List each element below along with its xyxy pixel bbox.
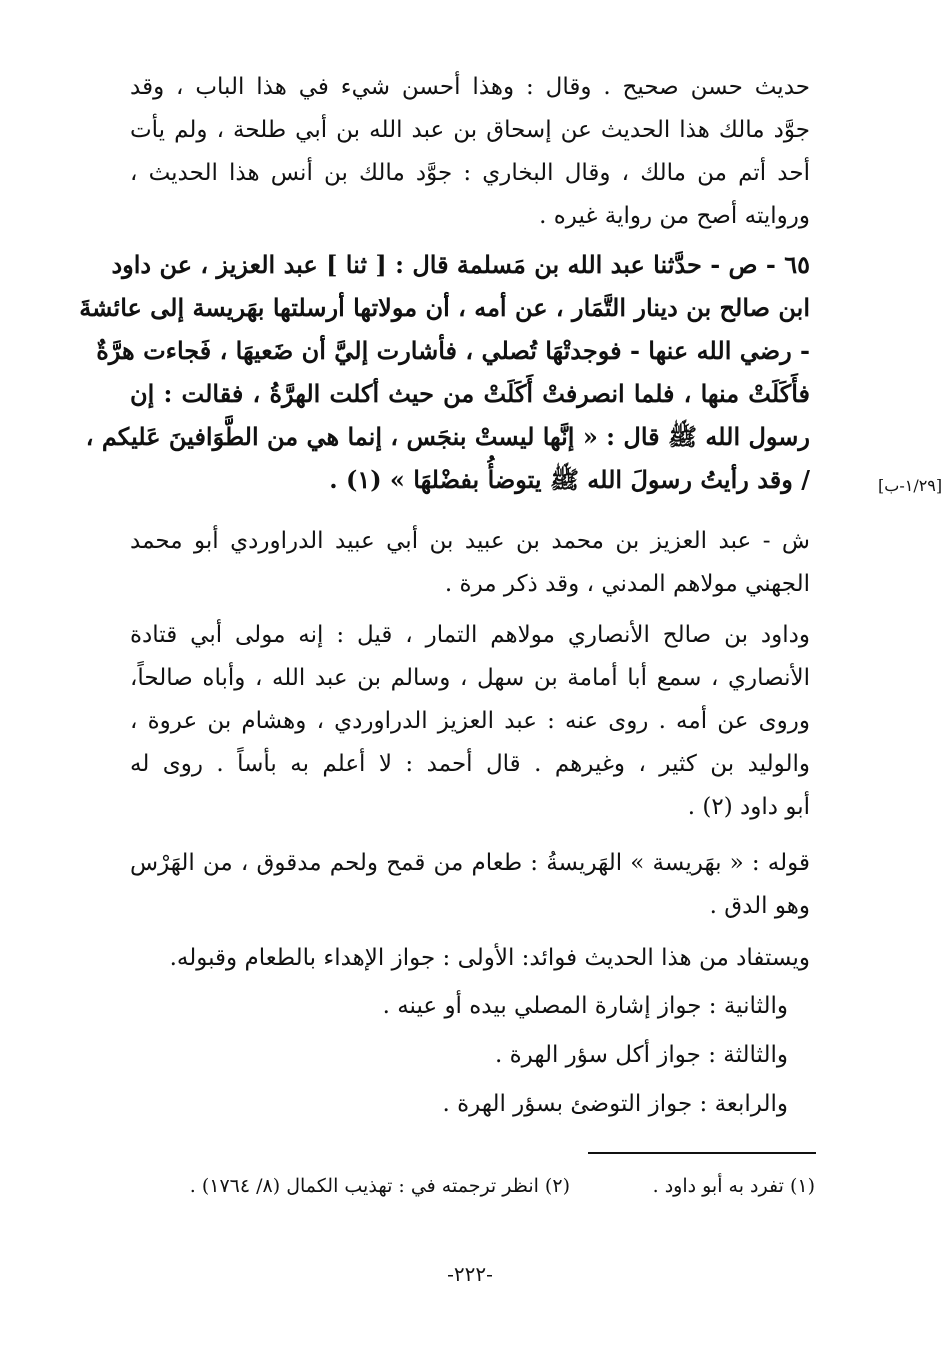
hadith-line: / وقد رأيتُ رسولَ الله ﷺ يتوضأُ بفضْلهَا » (١) . [329,465,810,494]
text-line: وداود بن صالح الأنصاري مولاهم التمار ، قيل : إنه مولى أبي قتادة [130,622,810,648]
hadith-line: - رضي الله عنها - فوجدتْهَا تُصلي ، فأشارت إليَّ أن ضَعيهَا ، فَجاءت هرَّةٌ [96,336,810,365]
text-line: قوله : « بهَريسة » الهَريسةُ : طعام من قمح ولحم مدقوق ، من الهَرْس [130,850,810,876]
text-line: جوَّد مالك هذا الحديث عن إسحاق بن عبد الله بن أبي طلحة ، ولم يأت [130,117,810,143]
text-line: أبو داود (٢) . [687,794,810,820]
footnote-2: (٢) انظر ترجمته في : تهذيب الكمال (٨/ ١٧٦٤) . [189,1175,570,1197]
text-line: وهو الدق . [709,893,810,919]
hadith-line: رسول الله ﷺ قال : « إنَّها ليستْ بنجَس ، إنما هي من الطَّوَافينَ عَليكم ، [85,422,810,451]
footnote-separator [588,1152,816,1154]
text-line: وروى عن أمه . روى عنه : عبد العزيز الدراوردي ، وهشام بن عروة ، [130,708,810,734]
hadith-line: ابن صالح بن دينار التَّمَار ، عن أمه ، أن مولاتها أرسلتها بهَريسة إلى عائشةَ [79,293,810,322]
text-line: ويستفاد من هذا الحديث فوائد: الأولى : جواز الإهداء بالطعام وقبوله. [169,945,810,971]
text-line: والوليد بن كثير ، وغيرهم . قال أحمد : لا أعلم به بأساً . روى له [130,751,810,777]
text-line: حديث حسن صحيح . وقال : وهذا أحسن شيء في هذا الباب ، وقد [130,74,810,100]
footnote-1: (١) تفرد به أبو داود . [652,1175,815,1197]
hadith-line: ٦٥ - ص - حدَّثنا عبد الله بن مَسلمة قال : [ ثنا ] عبد العزيز ، عن داود [111,250,810,279]
text-line: والثانية : جواز إشارة المصلي بيده أو عينه . [382,993,788,1019]
manuscript-folio-reference: [١/٢٩-ب] [878,476,942,495]
text-line: وروايته أصح من رواية غيره . [539,203,810,229]
text-line: الأنصاري ، سمع أبا أمامة بن سهل ، وسالم بن عبد الله ، وأباه صالحاً، [130,665,810,691]
text-line: والرابعة : جواز التوضئ بسؤر الهرة . [442,1091,788,1117]
hadith-line: فأَكَلَتْ منها ، فلما انصرفتْ أَكَلَتْ من حيث أكلت الهرَّةُ ، فقالت : إن [130,379,810,408]
text-line: ش - عبد العزيز بن محمد بن عبيد بن أبي عبيد الدراوردي أبو محمد [130,528,810,554]
page-number: -٢٢٢- [447,1262,493,1286]
text-line: أحد أتم من مالك ، وقال البخاري : جوَّد مالك بن أنس هذا الحديث ، [130,160,810,186]
text-line: الجهني مولاهم المدني ، وقد ذكر مرة . [444,571,810,597]
text-line: والثالثة : جواز أكل سؤر الهرة . [494,1042,788,1068]
